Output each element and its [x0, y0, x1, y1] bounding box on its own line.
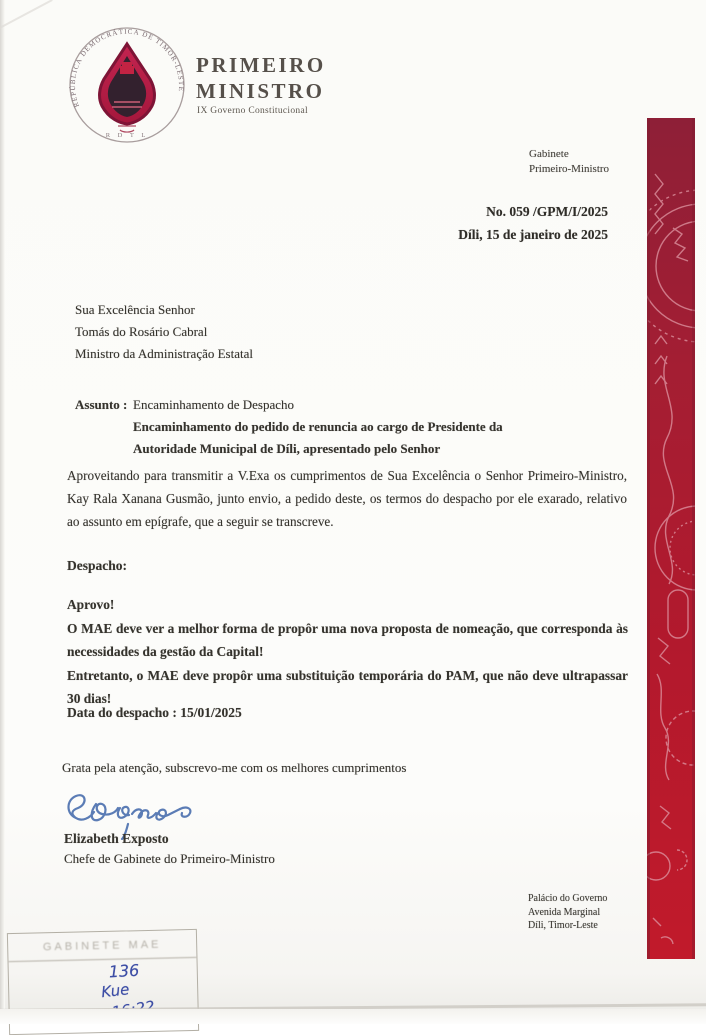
despacho-line2: O MAE deve ver a melhor forma de propôr uma nova proposta de nomeação, que corresponda às necessidades da gestão da Capital!	[67, 620, 628, 659]
reference-number: No. 059 /GPM/I/2025	[486, 204, 608, 219]
signer-name: Elizabeth Exposto	[64, 831, 169, 846]
letterhead-subtitle: IX Governo Constitucional	[197, 106, 308, 116]
seal-bottom-text: R D T L	[105, 132, 149, 139]
tais-textile-strip	[647, 118, 695, 959]
stamp-handwriting-word: Kue	[100, 980, 131, 1002]
recipient-line2: Tomás do Rosário Cabral	[75, 324, 208, 339]
stamp-handwriting-number: 136	[108, 960, 140, 982]
reference-block	[380, 200, 608, 246]
stamp-header: GABINETE MAE	[8, 930, 197, 962]
subject-line2: Encaminhamento do pedido de renuncia ao cargo de Presidente da	[133, 419, 503, 434]
despacho-line3: Entretanto, o MAE deve propôr uma substituição temporária do PAM, que não deve ultrapassar 30 dias!	[67, 667, 628, 706]
footer-address-line2: Avenida Marginal	[528, 906, 601, 918]
office-block	[529, 147, 609, 177]
letterhead-title-line1: PRIMEIRO	[196, 53, 326, 77]
subject-line1: Encaminhamento de Despacho	[133, 397, 294, 412]
letterhead-title	[196, 52, 326, 104]
signer-title: Chefe de Gabinete do Primeiro-Ministro	[64, 851, 275, 866]
letterhead-title-line2: MINISTRO	[196, 79, 325, 103]
scan-bottom-fade	[0, 1009, 706, 1024]
national-seal-icon	[64, 22, 190, 148]
scan-corner-artifact	[0, 0, 53, 31]
footer-address-line3: Díli, Timor-Leste	[528, 920, 598, 931]
footer-address-line1: Palácio do Governo	[528, 893, 608, 904]
recipient-line3: Ministro da Administração Estatal	[75, 346, 253, 361]
office-line1: Gabinete	[529, 148, 569, 160]
despacho-block	[67, 593, 628, 711]
closing-sentence: Grata pela atenção, subscrevo-me com os melhores cumprimentos	[62, 760, 407, 775]
place-date: Díli, 15 de janeiro de 2025	[458, 227, 608, 242]
recipient-line1: Sua Excelência Senhor	[75, 302, 195, 317]
subject-block	[75, 394, 503, 460]
office-line2: Primeiro-Ministro	[529, 163, 610, 175]
subject-line3: Autoridade Municipal de Díli, apresentado pelo Senhor	[133, 441, 441, 456]
despacho-date: Data do despacho : 15/01/2025	[67, 705, 242, 720]
seal-ring-text: REPÚBLICA DEMOCRÁTICA DE TIMOR-LESTE	[68, 27, 186, 109]
despacho-heading: Despacho:	[67, 558, 127, 573]
despacho-line1: Aprovo!	[67, 597, 115, 612]
recipient-block	[75, 299, 253, 365]
footer-address	[528, 892, 607, 933]
subject-label: Assunto :	[75, 397, 128, 412]
scan-edge	[0, 0, 5, 1024]
body-paragraph: Aproveitando para transmitir a V.Exa os cumprimentos de Sua Excelência o Senhor Primeiro-Ministro, Kay Rala Xanana Gusmão, junto envio, a pedido deste, os termos do despacho por ele exarado, relativo ao assunto em epígrafe, que a seguir se transcreve.	[67, 468, 627, 529]
